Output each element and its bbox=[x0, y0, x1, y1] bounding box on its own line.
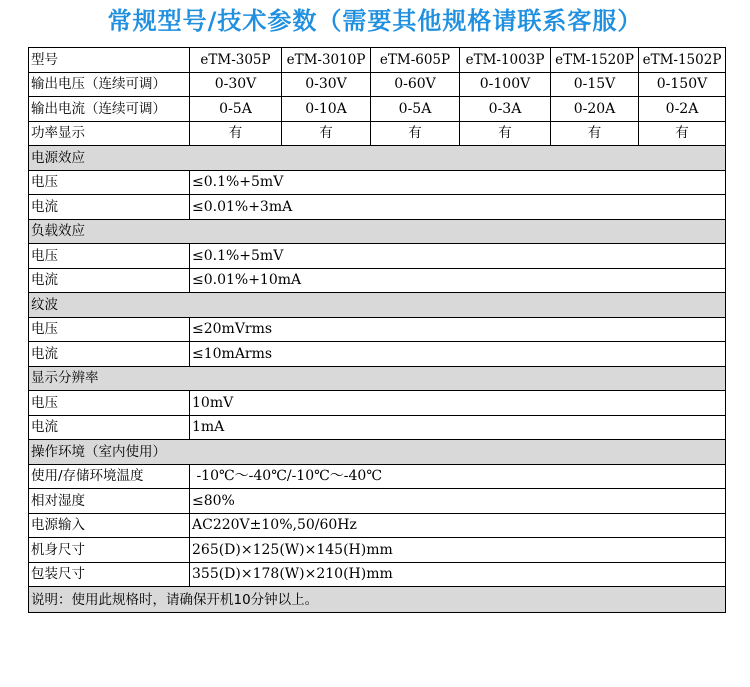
value-cell: ≤0.01%+3mA bbox=[190, 195, 726, 220]
value-cell: 0-5A bbox=[371, 97, 460, 122]
row-label: 电流 bbox=[29, 415, 190, 440]
value-cell: 0-5A bbox=[190, 97, 282, 122]
row-label: 输出电流（连续可调） bbox=[29, 97, 190, 122]
row-label: 功率显示 bbox=[29, 121, 190, 146]
row-label: 使用/存储环境温度 bbox=[29, 464, 190, 489]
output-current-row bbox=[29, 97, 726, 122]
row-label: 包装尺寸 bbox=[29, 562, 190, 587]
value-cell: 0-10A bbox=[282, 97, 371, 122]
model-row bbox=[29, 48, 726, 73]
section-header bbox=[29, 293, 726, 318]
model-cell: eTM-1003P bbox=[460, 48, 551, 73]
table-row bbox=[29, 538, 726, 563]
section-header bbox=[29, 219, 726, 244]
table-row bbox=[29, 391, 726, 416]
value-cell: 0-2A bbox=[639, 97, 726, 122]
model-cell: eTM-3010P bbox=[282, 48, 371, 73]
section-title: 操作环境（室内使用） bbox=[29, 440, 726, 465]
value-cell: 0-30V bbox=[190, 72, 282, 97]
value-cell: 有 bbox=[371, 121, 460, 146]
table-row bbox=[29, 170, 726, 195]
value-cell: 10mV bbox=[190, 391, 726, 416]
value-cell: 0-100V bbox=[460, 72, 551, 97]
table-row bbox=[29, 562, 726, 587]
value-cell: ≤0.01%+10mA bbox=[190, 268, 726, 293]
model-cell: eTM-1502P bbox=[639, 48, 726, 73]
note-text: 说明：使用此规格时，请确保开机10分钟以上。 bbox=[29, 587, 726, 613]
row-label: 电压 bbox=[29, 170, 190, 195]
value-cell: 有 bbox=[639, 121, 726, 146]
output-voltage-row bbox=[29, 72, 726, 97]
section-title: 显示分辨率 bbox=[29, 366, 726, 391]
value-cell: 265(D)×125(W)×145(H)mm bbox=[190, 538, 726, 563]
value-cell: 0-15V bbox=[551, 72, 639, 97]
row-label: 电源输入 bbox=[29, 513, 190, 538]
value-cell: 有 bbox=[282, 121, 371, 146]
row-label: 电压 bbox=[29, 317, 190, 342]
section-header bbox=[29, 440, 726, 465]
value-cell: 0-3A bbox=[460, 97, 551, 122]
value-cell: 0-30V bbox=[282, 72, 371, 97]
value-cell: ≤0.1%+5mV bbox=[190, 244, 726, 269]
value-cell: AC220V±10%,50/60Hz bbox=[190, 513, 726, 538]
spec-table bbox=[28, 47, 726, 613]
value-cell: 0-20A bbox=[551, 97, 639, 122]
value-cell: 1mA bbox=[190, 415, 726, 440]
table-row bbox=[29, 464, 726, 489]
model-cell: eTM-605P bbox=[371, 48, 460, 73]
model-cell: eTM-305P bbox=[190, 48, 282, 73]
row-label: 电流 bbox=[29, 342, 190, 367]
model-label: 型号 bbox=[29, 48, 190, 73]
table-row bbox=[29, 195, 726, 220]
value-cell: 355(D)×178(W)×210(H)mm bbox=[190, 562, 726, 587]
row-label: 电压 bbox=[29, 244, 190, 269]
note-row bbox=[29, 587, 726, 613]
section-header bbox=[29, 366, 726, 391]
table-row bbox=[29, 244, 726, 269]
section-title: 负载效应 bbox=[29, 219, 726, 244]
row-label: 相对湿度 bbox=[29, 489, 190, 514]
value-cell: 有 bbox=[551, 121, 639, 146]
value-cell: ≤10mArms bbox=[190, 342, 726, 367]
section-header bbox=[29, 146, 726, 171]
value-cell: 有 bbox=[190, 121, 282, 146]
value-cell: 0-150V bbox=[639, 72, 726, 97]
row-label: 电流 bbox=[29, 195, 190, 220]
page-title: 常规型号/技术参数（需要其他规格请联系客服） bbox=[107, 7, 643, 35]
power-display-row bbox=[29, 121, 726, 146]
row-label: 机身尺寸 bbox=[29, 538, 190, 563]
value-cell: ≤20mVrms bbox=[190, 317, 726, 342]
value-cell: -10℃～-40℃/-10℃～-40℃ bbox=[190, 464, 726, 489]
value-cell: ≤80% bbox=[190, 489, 726, 514]
row-label: 电流 bbox=[29, 268, 190, 293]
table-row bbox=[29, 489, 726, 514]
table-row bbox=[29, 268, 726, 293]
row-label: 输出电压（连续可调） bbox=[29, 72, 190, 97]
table-row bbox=[29, 415, 726, 440]
value-cell: 有 bbox=[460, 121, 551, 146]
table-row bbox=[29, 342, 726, 367]
row-label: 电压 bbox=[29, 391, 190, 416]
section-title: 纹波 bbox=[29, 293, 726, 318]
value-cell: 0-60V bbox=[371, 72, 460, 97]
section-title: 电源效应 bbox=[29, 146, 726, 171]
value-cell: ≤0.1%+5mV bbox=[190, 170, 726, 195]
table-row bbox=[29, 317, 726, 342]
model-cell: eTM-1520P bbox=[551, 48, 639, 73]
table-row bbox=[29, 513, 726, 538]
